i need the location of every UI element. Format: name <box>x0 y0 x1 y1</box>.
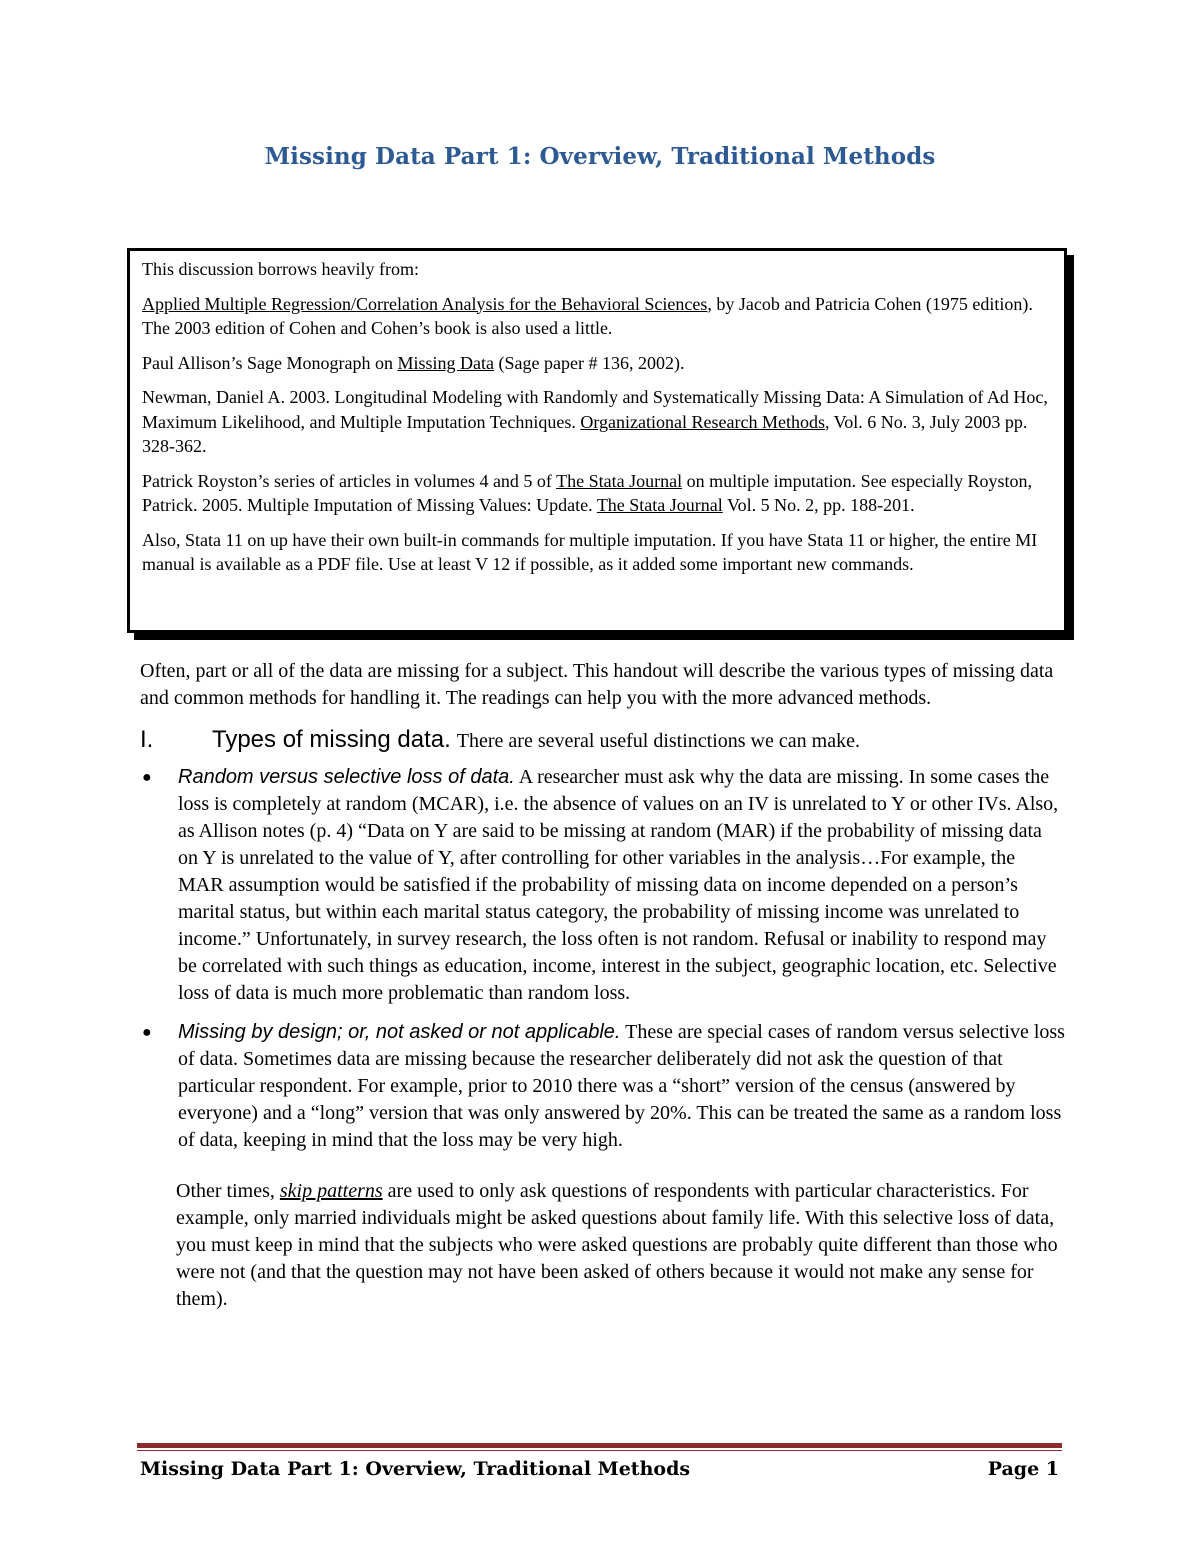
reference-royston-post: Vol. 5 No. 2, pp. 188-201. <box>722 495 915 515</box>
continuation-paragraph <box>176 1178 1065 1313</box>
footer-title: Missing Data Part 1: Overview, Traditional Methods <box>140 1458 691 1480</box>
reference-newman-post: , Vol. 6 No. 3, July 2003 pp. 328-362. <box>142 411 1028 456</box>
reference-royston-journal-2: The Stata Journal <box>596 495 723 515</box>
section-subtitle: There are several useful distinctions we can make. <box>456 730 860 752</box>
reference-newman-journal: Organizational Research Methods <box>580 411 825 432</box>
section-number: I. <box>140 726 154 753</box>
continuation-post: are used to only ask questions of respondents with particular characteristics. For example, only married individuals might be asked questions about family life. With this selective loss of data, you must keep in mind that the subjects who were asked questions are probably quite different than those who were not (and that the question may not have been asked of others because it would not make any sense for them). <box>176 1180 1058 1310</box>
bullet-icon: ● <box>142 1024 152 1041</box>
reference-stata-note: Also, Stata 11 on up have their own built-in commands for multiple imputation. If you have Stata 11 or higher, the entire MI manual is available as a PDF file. Use at least V 12 if possible, as it added some important new commands. <box>142 529 1038 574</box>
bullet-lead: Random versus selective loss of data. <box>178 766 515 788</box>
reference-cohen <box>142 292 1052 341</box>
reference-allison-post: (Sage paper # 136, 2002). <box>494 352 685 373</box>
reference-allison <box>142 351 1052 376</box>
bullet-body: These are special cases of random versus selective loss of data. Sometimes data are missing because the researcher deliberately did not ask the question of that particular respondent. For example, prior to 2010 there was a “short” version of the census (answered by everyone) and a “long” version that was only answered by 20%. This can be treated the same as a random loss of data, keeping in mind that the loss may be very high. <box>178 1021 1065 1151</box>
body-content <box>140 658 1065 1313</box>
references-box <box>127 248 1067 633</box>
reference-cohen-title: Applied Multiple Regression/Correlation Analysis for the Behavioral Sciences <box>142 293 708 314</box>
page-title: Missing Data Part 1: Overview, Traditional Methods <box>264 143 936 170</box>
page-footer <box>140 1458 1059 1480</box>
bullet-text <box>178 1019 1065 1154</box>
intro-paragraph: Often, part or all of the data are missing for a subject. This handout will describe the various types of missing data and common methods for handling it. The readings can help you with the more advanced methods. <box>140 660 1054 709</box>
bullet-item <box>140 1019 1065 1154</box>
reference-allison-pre: Paul Allison’s Sage Monograph on <box>142 352 398 373</box>
bullet-lead: Missing by design; or, not asked or not applicable. <box>178 1021 621 1043</box>
reference-royston-journal-1: The Stata Journal <box>556 470 683 491</box>
footer-rule-thick <box>137 1443 1062 1448</box>
section-heading <box>140 726 1065 754</box>
reference-royston <box>142 469 1052 518</box>
skip-patterns-term: skip patterns <box>279 1180 383 1202</box>
footer-page-number: Page 1 <box>987 1458 1059 1480</box>
references-intro: This discussion borrows heavily from: <box>142 259 419 279</box>
bullet-icon: ● <box>142 769 152 786</box>
reference-newman <box>142 385 1052 459</box>
reference-allison-title: Missing Data <box>397 352 494 373</box>
footer-rule-thin <box>137 1450 1062 1451</box>
reference-newman-pre: Newman, Daniel A. 2003. Longitudinal Modeling with Randomly and Systematically Missing Data: A Simulation of Ad Hoc, Maximum Likelihood, and Multiple Imputation Techniques. <box>142 387 1048 432</box>
bullet-body: A researcher must ask why the data are missing. In some cases the loss is completely at random (MCAR), i.e. the absence of values on an IV is unrelated to Y or other IVs. Also, as Allison notes (p. 4) “Data on Y are said to be missing at random (MAR) if the probability of missing data on Y is unrelated to the value of Y, after controlling for other variables in the analysis…For example, the MAR assumption would be satisfied if the probability of missing data on income depended on a person’s marital status, but within each marital status category, the probability of missing income was unrelated to income.” Unfortunately, in survey research, the loss often is not random. Refusal or inability to respond may be correlated with such things as education, income, interest in the subject, geographic location, etc. Selective loss of data is much more problematic than random loss. <box>178 766 1059 1004</box>
reference-royston-mid: on multiple imputation. See especially Royston, Patrick. 2005. Multiple Imputation of Missing Values: Update. <box>142 470 1033 515</box>
reference-royston-pre: Patrick Royston’s series of articles in volumes 4 and 5 of <box>142 470 557 491</box>
bullet-item <box>140 764 1065 1007</box>
bullet-text <box>178 764 1065 1007</box>
continuation-pre: Other times, <box>176 1180 280 1202</box>
reference-cohen-details: , by Jacob and Patricia Cohen (1975 edition). The 2003 edition of Cohen and Cohen’s book is also used a little. <box>142 293 1033 338</box>
section-title: Types of missing data. <box>212 726 451 753</box>
